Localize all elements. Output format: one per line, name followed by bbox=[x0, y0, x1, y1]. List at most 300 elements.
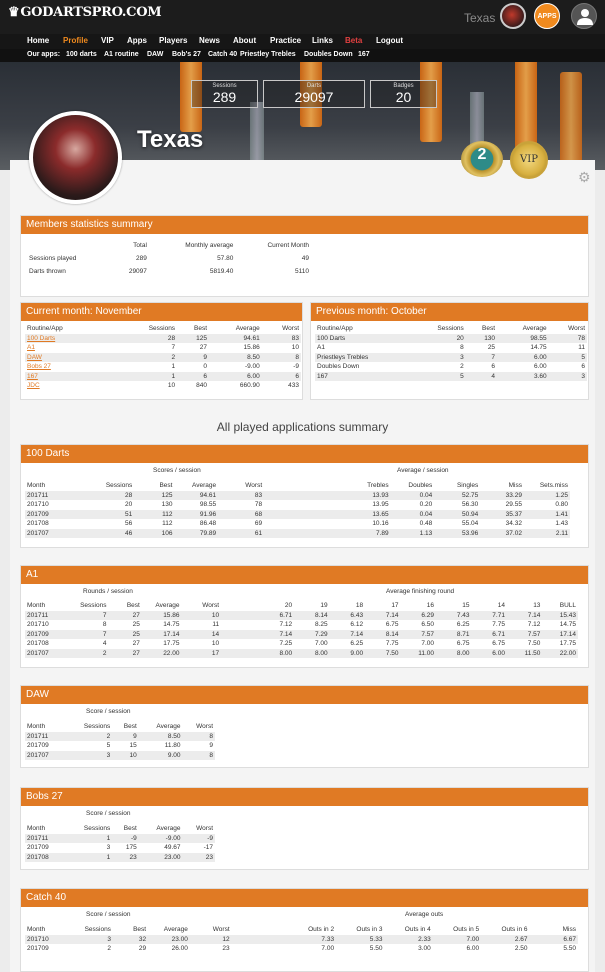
cell: 11.50 bbox=[524, 649, 541, 657]
col-header: Worst bbox=[202, 602, 220, 610]
cell: 7.75 bbox=[492, 621, 505, 629]
cell: 7.00 bbox=[421, 640, 435, 648]
cell: 8.14 bbox=[314, 611, 328, 619]
daw-group-score: Score / session bbox=[86, 708, 131, 715]
a1-panel bbox=[20, 565, 589, 668]
subnav-priestley[interactable]: Priestley Trebles bbox=[240, 51, 296, 58]
row-label: 201708 bbox=[27, 520, 49, 528]
members-summary-panel bbox=[20, 215, 589, 297]
cell: 9 bbox=[203, 353, 208, 361]
cell: 22.00 bbox=[559, 649, 576, 657]
nav-beta[interactable]: Beta bbox=[345, 36, 363, 45]
table-row bbox=[25, 944, 578, 954]
cell: 175 bbox=[125, 844, 137, 852]
cell: 7.00 bbox=[321, 945, 335, 953]
subnav-catch40[interactable]: Catch 40 bbox=[208, 51, 238, 58]
cell: 6.25 bbox=[456, 621, 470, 629]
col-header: Total bbox=[133, 242, 147, 249]
account-button[interactable] bbox=[571, 3, 597, 29]
col-header: 15 bbox=[462, 602, 470, 610]
row-label: Darts thrown bbox=[29, 268, 66, 275]
cell: 78 bbox=[577, 334, 585, 342]
cell: 56.30 bbox=[461, 501, 479, 509]
table-row bbox=[25, 500, 570, 510]
cell: 17 bbox=[211, 649, 220, 657]
col-header: Sessions bbox=[148, 325, 176, 333]
cell: 6.43 bbox=[350, 611, 364, 619]
cell: 6 bbox=[581, 363, 585, 371]
col-header bbox=[27, 239, 112, 252]
nav-profile[interactable]: Profile bbox=[63, 36, 88, 45]
col-header: Best bbox=[159, 482, 173, 490]
cell: 7.00 bbox=[466, 935, 480, 943]
cell: 112 bbox=[162, 520, 173, 528]
col-header: Best bbox=[123, 723, 137, 731]
cell: 27 bbox=[199, 344, 208, 352]
cell: 1.43 bbox=[555, 520, 568, 528]
table-row bbox=[25, 353, 301, 363]
table-row bbox=[25, 834, 215, 844]
logo-text: GODARTSPRO.COM bbox=[20, 5, 162, 20]
darts-label: Darts bbox=[306, 83, 322, 89]
cell: 8 bbox=[295, 353, 299, 361]
table-row bbox=[315, 343, 587, 353]
cell: 12 bbox=[222, 935, 230, 943]
cell: 7.33 bbox=[321, 935, 335, 943]
cell: 840 bbox=[196, 382, 208, 390]
cell: 6 bbox=[295, 372, 299, 380]
cell: 2 bbox=[107, 945, 111, 953]
user-name[interactable]: Texas bbox=[464, 11, 496, 25]
table-row bbox=[25, 510, 570, 520]
cell: 29.55 bbox=[505, 501, 522, 509]
cell: 8 bbox=[209, 732, 213, 740]
col-header: BULL bbox=[559, 602, 576, 610]
cell: 125 bbox=[161, 491, 173, 499]
row-label: 201709 bbox=[27, 945, 49, 953]
col-header: Sessions bbox=[83, 723, 111, 731]
cell: 5.50 bbox=[369, 945, 383, 953]
cell: 83 bbox=[254, 491, 263, 499]
row-label: 201707 bbox=[27, 751, 49, 759]
main-nav bbox=[0, 34, 605, 49]
cell: 6.00 bbox=[534, 363, 547, 371]
table-row bbox=[25, 381, 301, 391]
cell: 7.50 bbox=[385, 649, 399, 657]
cell: 49 bbox=[301, 255, 309, 262]
col-header: Trebles bbox=[367, 482, 389, 490]
row-label: 201707 bbox=[27, 649, 49, 657]
app-link[interactable]: 100 Darts bbox=[27, 334, 56, 342]
darts100-group-scores: Scores / session bbox=[153, 467, 201, 474]
cell: 5 bbox=[460, 372, 464, 380]
cell: 11.80 bbox=[164, 742, 181, 750]
profile-avatar bbox=[29, 111, 122, 204]
cell: 7 bbox=[102, 611, 107, 619]
cell: 660.90 bbox=[239, 382, 260, 390]
col-header: 14 bbox=[497, 602, 505, 610]
subnav-doublesdown[interactable]: Doubles Down bbox=[304, 51, 353, 58]
col-header: Outs in 2 bbox=[308, 926, 335, 934]
cell: 78 bbox=[254, 501, 263, 509]
row-label: 167 bbox=[317, 372, 328, 380]
cell: 0.04 bbox=[419, 491, 433, 499]
col-header: 17 bbox=[391, 602, 399, 610]
cell: 8.50 bbox=[167, 732, 181, 740]
cell: 0.04 bbox=[419, 510, 433, 518]
cell: 15.86 bbox=[243, 344, 260, 352]
row-label: Doubles Down bbox=[317, 363, 360, 371]
cell: 130 bbox=[484, 334, 496, 342]
cell: 10 bbox=[129, 751, 137, 759]
cell: 5.50 bbox=[563, 945, 576, 953]
nav-news[interactable]: News bbox=[199, 36, 220, 45]
previous-month-title: Previous month: October bbox=[311, 303, 588, 321]
gear-icon[interactable]: ⚙ bbox=[578, 169, 591, 185]
profile-name: Texas bbox=[137, 126, 204, 153]
col-header: Best bbox=[482, 325, 496, 333]
cell: 1 bbox=[171, 372, 176, 380]
cell: 14.75 bbox=[559, 621, 576, 629]
col-header: Month bbox=[27, 723, 46, 731]
cell: 6.00 bbox=[534, 353, 547, 361]
cell: 3 bbox=[106, 844, 111, 852]
apps-label: APPS bbox=[537, 13, 557, 20]
row-label: 201711 bbox=[27, 732, 49, 740]
cell: 25 bbox=[132, 621, 140, 629]
table-row bbox=[25, 649, 578, 659]
cell: 7.12 bbox=[527, 621, 541, 629]
cell: 130 bbox=[161, 501, 173, 509]
cell: 2.11 bbox=[555, 529, 568, 537]
badges-stat[interactable] bbox=[370, 80, 437, 108]
cell: 86.48 bbox=[199, 520, 217, 528]
cell: 8.00 bbox=[314, 649, 328, 657]
table-row bbox=[25, 611, 578, 621]
cell: 11.00 bbox=[418, 649, 435, 657]
cell: 289 bbox=[136, 255, 147, 262]
bobs27-group-score: Score / session bbox=[86, 810, 131, 817]
darts-stat bbox=[263, 80, 365, 108]
col-header: Sessions bbox=[80, 602, 107, 610]
col-header: Outs in 5 bbox=[453, 926, 480, 934]
col-header: Average bbox=[155, 602, 180, 610]
cell: 14.75 bbox=[530, 344, 547, 352]
cell: 7.14 bbox=[279, 630, 293, 638]
app-link[interactable]: 167 bbox=[27, 372, 38, 380]
banner-dart bbox=[560, 72, 582, 170]
table-row bbox=[25, 732, 215, 742]
cell: 23 bbox=[129, 853, 137, 861]
current-month-panel bbox=[20, 302, 303, 400]
cell: 29 bbox=[138, 945, 147, 953]
current-month-table bbox=[25, 324, 301, 391]
cell: 6.75 bbox=[385, 621, 399, 629]
table-row bbox=[315, 334, 587, 344]
badges-value: 20 bbox=[395, 89, 412, 105]
cell: 7.57 bbox=[421, 630, 435, 638]
cell: 7 bbox=[491, 353, 496, 361]
cell: 6.71 bbox=[279, 611, 293, 619]
col-header: Sessions bbox=[84, 926, 111, 934]
cell: 2 bbox=[102, 649, 107, 657]
table-row bbox=[25, 935, 578, 945]
col-header: Worst bbox=[282, 325, 299, 333]
darts100-panel bbox=[20, 444, 589, 548]
catch40-group-score: Score / session bbox=[86, 911, 131, 918]
cell: 1.25 bbox=[555, 491, 568, 499]
darts-value: 29097 bbox=[294, 89, 334, 105]
cell: 7.00 bbox=[314, 640, 328, 648]
cell: 23 bbox=[222, 945, 230, 953]
cell: 4 bbox=[102, 640, 107, 648]
cell: 6.71 bbox=[492, 630, 505, 638]
cell: 10 bbox=[211, 640, 220, 648]
table-row bbox=[25, 853, 215, 863]
nav-logout[interactable]: Logout bbox=[376, 36, 404, 45]
cell: 98.55 bbox=[199, 501, 217, 509]
cell: 106 bbox=[161, 529, 173, 537]
subnav-167[interactable]: 167 bbox=[358, 51, 370, 58]
cell: 15.86 bbox=[163, 611, 180, 619]
col-header: Sessions bbox=[105, 482, 133, 490]
a1-group-rounds: Rounds / session bbox=[83, 588, 133, 595]
cell: 9 bbox=[133, 732, 137, 740]
sessions-stat bbox=[191, 80, 258, 108]
cell: 7.29 bbox=[314, 630, 328, 638]
cell: 10.16 bbox=[372, 520, 389, 528]
bobs27-title: Bobs 27 bbox=[21, 788, 588, 806]
col-header: Worst bbox=[212, 926, 230, 934]
col-header: Worst bbox=[196, 825, 213, 833]
col-header: 16 bbox=[426, 602, 435, 610]
cell: 11 bbox=[578, 344, 585, 352]
col-header: Best bbox=[126, 602, 140, 610]
catch40-panel bbox=[20, 888, 589, 972]
cell: 1 bbox=[106, 853, 111, 861]
a1-group-finishing: Average finishing round bbox=[386, 588, 455, 595]
cell: 5 bbox=[106, 742, 111, 750]
row-label: 201709 bbox=[27, 510, 49, 518]
apps-button[interactable] bbox=[534, 3, 560, 29]
nav-practice[interactable]: Practice bbox=[270, 36, 302, 45]
cell: 5 bbox=[581, 353, 585, 361]
cell: -9 bbox=[207, 834, 213, 842]
row-label: 201710 bbox=[27, 501, 49, 509]
cell: 8 bbox=[102, 621, 107, 629]
table-row bbox=[25, 620, 578, 630]
cell: 6.50 bbox=[421, 621, 435, 629]
vip-medal-icon[interactable] bbox=[510, 141, 548, 179]
cell: 6 bbox=[491, 363, 496, 371]
cell: 2 bbox=[460, 363, 464, 371]
nav-home[interactable]: Home bbox=[27, 36, 50, 45]
cell: 5110 bbox=[295, 268, 309, 275]
cell: 9.00 bbox=[350, 649, 364, 657]
person-icon bbox=[577, 8, 593, 25]
col-header: Month bbox=[27, 926, 46, 934]
cell: 25 bbox=[132, 630, 140, 638]
nav-apps[interactable]: Apps bbox=[127, 36, 147, 45]
cell: 15.43 bbox=[559, 611, 576, 619]
cell: 68 bbox=[254, 510, 263, 518]
cell: 1 bbox=[106, 834, 111, 842]
cell: 8 bbox=[460, 344, 464, 352]
cell: 2 bbox=[106, 732, 111, 740]
current-month-title: Current month: November bbox=[21, 303, 302, 321]
cell: 6.75 bbox=[492, 640, 505, 648]
cell: 8 bbox=[209, 751, 213, 759]
row-label: 201711 bbox=[27, 611, 49, 619]
cell: 25 bbox=[487, 344, 496, 352]
row-label: 201711 bbox=[27, 834, 49, 842]
col-header: Doubles bbox=[408, 482, 433, 490]
a1-title: A1 bbox=[21, 566, 588, 584]
table-row bbox=[25, 630, 578, 640]
col-header: 13 bbox=[533, 602, 541, 610]
col-header: Routine/App bbox=[317, 325, 353, 333]
cell: 4 bbox=[491, 372, 496, 380]
app-link[interactable]: JDC bbox=[27, 382, 40, 390]
cell: 9 bbox=[209, 742, 213, 750]
table-row bbox=[25, 372, 301, 382]
cell: 28 bbox=[167, 334, 176, 342]
cell: 91.96 bbox=[199, 510, 217, 518]
col-header: Worst bbox=[568, 325, 585, 333]
table-row bbox=[25, 343, 301, 353]
badges-label: Badges bbox=[393, 83, 414, 89]
cell: 0 bbox=[203, 363, 208, 371]
cell: 7.89 bbox=[375, 529, 389, 537]
subnav-daw[interactable]: DAW bbox=[147, 51, 164, 58]
cell: 2.33 bbox=[418, 935, 431, 943]
col-header: Miss bbox=[508, 482, 522, 490]
cell: 3 bbox=[581, 372, 585, 380]
row-label: 201709 bbox=[27, 630, 49, 638]
members-summary-table bbox=[27, 239, 311, 278]
col-header: Average bbox=[156, 825, 181, 833]
cell: 32 bbox=[138, 935, 147, 943]
cell: 2.67 bbox=[514, 935, 528, 943]
previous-month-panel bbox=[310, 302, 589, 400]
cell: 10 bbox=[167, 382, 176, 390]
darts100-table bbox=[25, 481, 570, 538]
col-header: Monthly average bbox=[185, 242, 234, 249]
cell: 8.00 bbox=[279, 649, 293, 657]
cell: 7 bbox=[171, 344, 176, 352]
user-avatar[interactable] bbox=[500, 3, 526, 29]
col-header: Sessions bbox=[83, 825, 111, 833]
row-label: 201709 bbox=[27, 844, 49, 852]
cell: 98.55 bbox=[530, 334, 547, 342]
col-header: Average bbox=[522, 325, 547, 333]
cell: 15 bbox=[129, 742, 137, 750]
cell: 49.67 bbox=[164, 844, 181, 852]
row-label: 201708 bbox=[27, 640, 49, 648]
row-label: Priestleys Trebles bbox=[317, 353, 369, 361]
nav-players[interactable]: Players bbox=[159, 36, 188, 45]
banner-dart-shaft bbox=[250, 102, 264, 162]
app-link[interactable]: A1 bbox=[27, 344, 35, 352]
col-header: Best bbox=[123, 825, 137, 833]
table-row bbox=[25, 519, 570, 529]
cell: 20 bbox=[124, 501, 133, 509]
col-header: 20 bbox=[284, 602, 293, 610]
col-header: Average bbox=[156, 723, 181, 731]
cell: 56 bbox=[124, 520, 133, 528]
cell: 6.00 bbox=[247, 372, 260, 380]
cell: 8.71 bbox=[456, 630, 470, 638]
subnav-a1[interactable]: A1 routine bbox=[104, 51, 139, 58]
cell: 53.96 bbox=[461, 529, 479, 537]
darts100-group-average: Average / session bbox=[397, 467, 449, 474]
cell: -9 bbox=[293, 363, 299, 371]
col-header: Sessions bbox=[437, 325, 464, 333]
cell: 3 bbox=[460, 353, 464, 361]
cell: 11 bbox=[212, 621, 220, 629]
col-header: Worst bbox=[196, 723, 213, 731]
catch40-group-outs: Average outs bbox=[405, 911, 444, 918]
nav-about[interactable]: About bbox=[233, 36, 257, 45]
cell: 17.75 bbox=[163, 640, 180, 648]
cell: 22.00 bbox=[163, 649, 180, 657]
table-row bbox=[25, 362, 301, 372]
cell: 8.25 bbox=[314, 621, 328, 629]
cell: 10 bbox=[211, 611, 220, 619]
cell: 6.00 bbox=[492, 649, 505, 657]
app-link[interactable]: DAW bbox=[27, 353, 42, 361]
cell: 2.50 bbox=[514, 945, 528, 953]
cell: 46 bbox=[124, 529, 133, 537]
cell: 6.12 bbox=[350, 621, 364, 629]
subnav-label: Our apps: bbox=[27, 51, 61, 58]
cell: 52.75 bbox=[461, 491, 479, 499]
crown-icon: ♛ bbox=[8, 5, 20, 20]
cell: 7.75 bbox=[385, 640, 399, 648]
cell: 1.13 bbox=[419, 529, 433, 537]
cell: 8.00 bbox=[456, 649, 470, 657]
col-header: 19 bbox=[320, 602, 328, 610]
cell: 7.43 bbox=[456, 611, 470, 619]
nav-links[interactable]: Links bbox=[312, 36, 333, 45]
subnav-100darts[interactable]: 100 darts bbox=[66, 51, 97, 58]
cell: 7.50 bbox=[527, 640, 541, 648]
col-header: Average bbox=[163, 926, 188, 934]
cell: 3 bbox=[107, 935, 111, 943]
site-logo[interactable] bbox=[8, 5, 161, 20]
daw-title: DAW bbox=[21, 686, 588, 704]
summary-heading: All played applications summary bbox=[216, 420, 389, 434]
subnav-bobs27[interactable]: Bob's 27 bbox=[172, 51, 201, 58]
cell: 55.04 bbox=[461, 520, 479, 528]
vip-label: VIP bbox=[520, 154, 538, 165]
sessions-label: Sessions bbox=[212, 83, 237, 89]
top-bar bbox=[0, 0, 605, 34]
cell: 7.14 bbox=[385, 611, 399, 619]
nav-vip[interactable]: VIP bbox=[101, 36, 114, 45]
level-medal-icon[interactable] bbox=[461, 141, 503, 177]
cell: 112 bbox=[162, 510, 173, 518]
col-header: Best bbox=[194, 325, 208, 333]
row-label: 201709 bbox=[27, 742, 49, 750]
app-link[interactable]: Bobs 27 bbox=[27, 363, 51, 371]
col-header: Outs in 4 bbox=[404, 926, 431, 934]
row-label: A1 bbox=[317, 344, 325, 352]
cell: 13.93 bbox=[372, 491, 389, 499]
previous-month-table bbox=[315, 324, 587, 381]
cell: 125 bbox=[196, 334, 208, 342]
cell: 23.00 bbox=[171, 935, 188, 943]
